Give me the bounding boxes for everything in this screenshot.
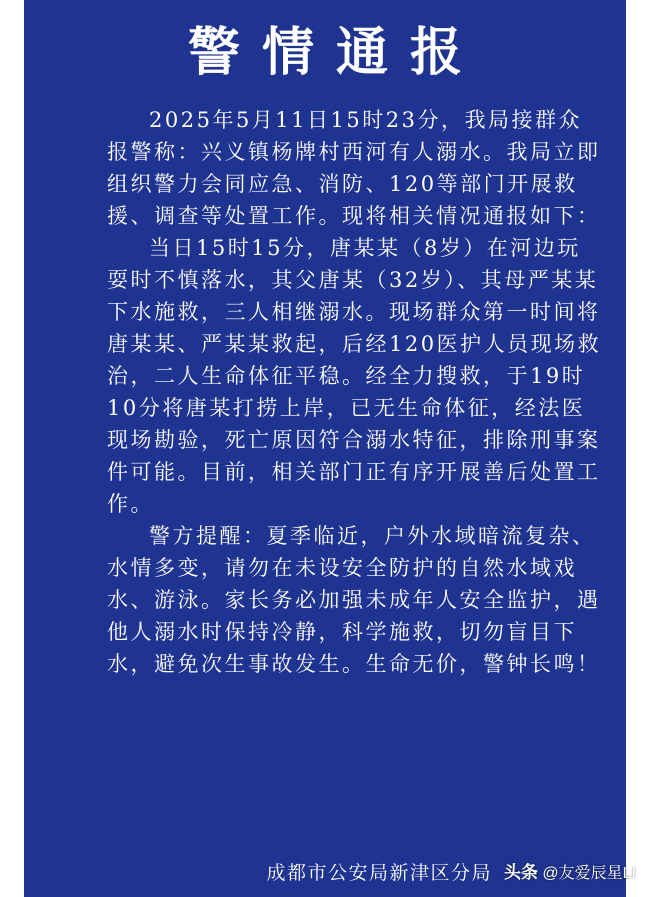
watermark-handle: @友爱辰星LI: [542, 865, 636, 882]
paragraph-reminder: 警方提醒：夏季临近，户外水域暗流复杂、水情多变，请勿在未设安全防护的自然水域戏水、游泳。家长务必加强未成年人安全监护，遇他人溺水时保持冷静，科学施救，切勿盲目下水，避免次生事故发生。生命无价，警钟长鸣！: [107, 524, 601, 676]
notice-body: [107, 104, 604, 680]
notice-title: 警情通报: [187, 22, 484, 83]
paragraph-details: 当日15时15分，唐某某（8岁）在河边玩耍时不慎落水，其父唐某（32岁）、其母严某某下水施救，三人相继溺水。现场群众第一时间将唐某某、严某某救起，后经120医护人员现场救治，二人生命体征平稳。经全力搜救，于19时10分将唐某打捞上岸，已无生命体征，经法医现场勘验，死亡原因符合溺水特征，排除刑事案件可能。目前，相关部门正有序开展善后处置工作。: [107, 236, 602, 516]
paragraph-report: 2025年5月11日15时23分，我局接群众报警称：兴义镇杨牌村西河有人溺水。我局立即组织警力会同应急、消防、120等部门开展救援、调查等处置工作。现将相关情况通报如下：: [107, 108, 601, 228]
issuer-signature: 成都市公安局新津区分局: [266, 862, 492, 884]
watermark-brand: 头条: [503, 863, 538, 882]
watermark: [504, 860, 636, 887]
police-notice: [24, 0, 626, 897]
